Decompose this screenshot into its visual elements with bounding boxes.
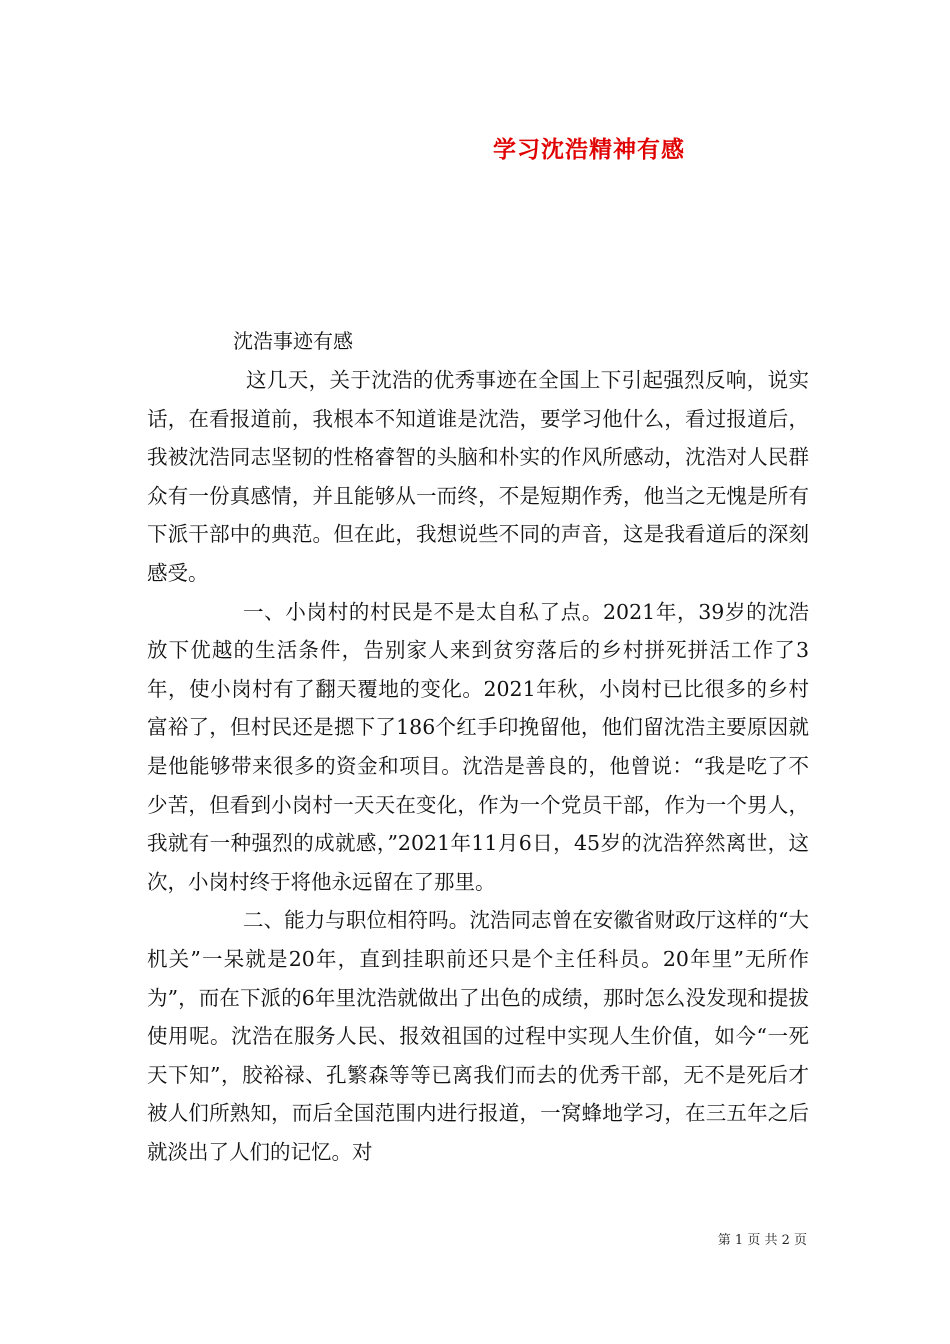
- document-subheading: 沈浩事迹有感: [233, 329, 353, 353]
- paragraph-section-two: 二、能力与职位相符吗。沈浩同志曾在安徽省财政厅这样的“大机关”一呆就是20年，直到挂职前还只是个主任科员。20年里”无所作为”，而在下派的6年里沈浩就做出了出色的成绩，那时怎么没发现和提拔使用呢。沈浩在服务人民、报效祖国的过程中实现人生价值，如今“一死天下知”，胶裕禄、孔繁森等等已离我们而去的优秀干部，无不是死后才被人们所熟知，而后全国范围内进行报道，一窝蜂地学习，在三五年之后就淡出了人们的记忆。对: [147, 908, 809, 1164]
- document-body: [147, 361, 809, 1171]
- paragraph-section-one: 一、小岗村的村民是不是太自私了点。2021年，39岁的沈浩放下优越的生活条件，告别家人来到贫穷落后的乡村拼死拼活工作了3年，使小岗村有了翻天覆地的变化。2021年秋，小岗村已比很多的乡村富裕了，但村民还是摁下了186个红手印挽留他，他们留沈浩主要原因就是他能够带来很多的资金和项目。沈浩是善良的，他曾说：“我是吃了不少苦，但看到小岗村一天天在变化，作为一个党员干部，作为一个男人，我就有一种强烈的成就感，”2021年11月6日，45岁的沈浩猝然离世，这次，小岗村终于将他永远留在了那里。: [147, 599, 809, 894]
- document-title: 学习沈浩精神有感: [493, 137, 685, 163]
- paragraph-intro: 这几天，关于沈浩的优秀事迹在全国上下引起强烈反响，说实话，在看报道前，我根本不知道谁是沈浩，要学习他什么，看过报道后，我被沈浩同志坚韧的性格睿智的头脑和朴实的作风所感动，沈浩对人民群众有一份真感情，并且能够从一而终，不是短期作秀，他当之无愧是所有下派干部中的典范。但在此，我想说些不同的声音，这是我看道后的深刻感受。: [147, 368, 809, 585]
- page-number-footer: 第 1 页 共 2 页: [717, 1233, 807, 1248]
